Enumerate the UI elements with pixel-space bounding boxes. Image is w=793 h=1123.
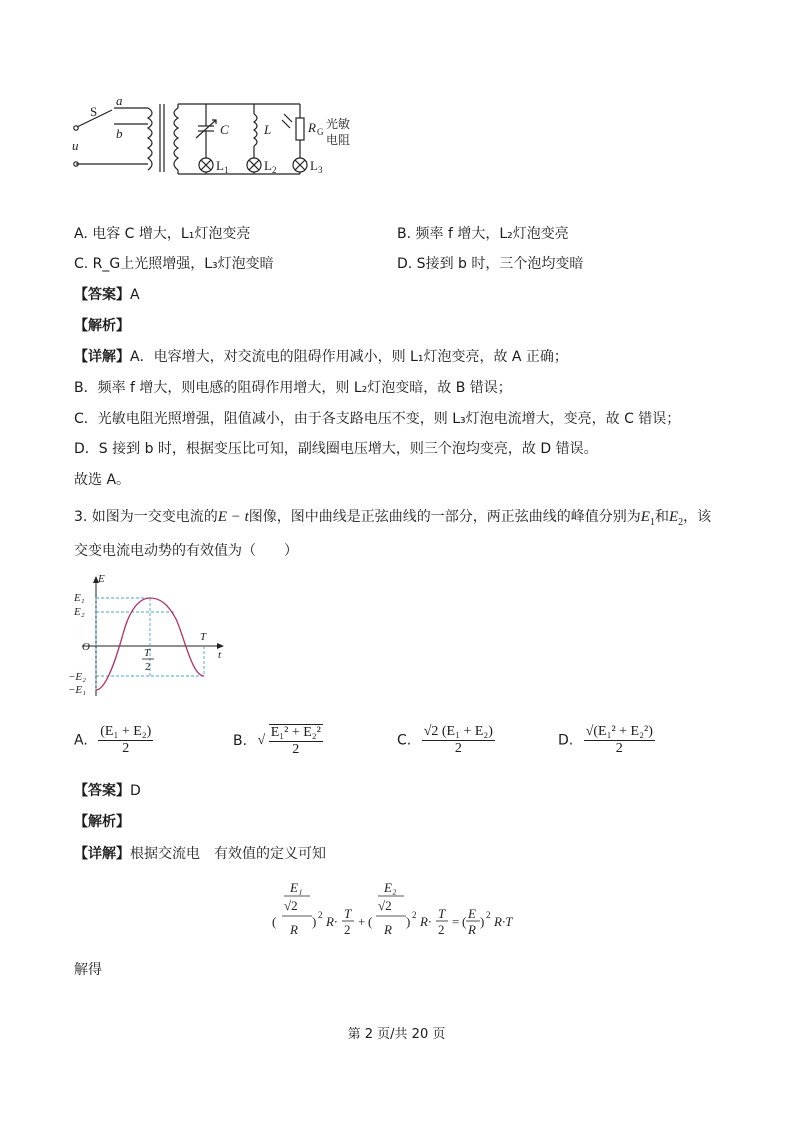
q3-option-b: B. √ $\frac{\text{E₁² + E₂²}}{2}$ xyxy=(233,725,321,757)
eq-t-b: T xyxy=(438,906,446,921)
q2-detail-4: D．S 接到 b 时，根据变压比可知，副线圈电压增大，则三个泡均变亮，故 D 错误。 xyxy=(74,441,598,457)
graph-e2: E₂ xyxy=(74,606,85,618)
eq-e1: E₁ xyxy=(290,880,303,895)
q3-analysis-tag: 【解析】 xyxy=(74,814,130,830)
terminal-b-label: b xyxy=(116,126,123,141)
graph-t-axis: t xyxy=(218,649,222,661)
primary-coil xyxy=(148,108,152,170)
q3-et-graph xyxy=(68,574,238,702)
lamp2-sub: 2 xyxy=(272,165,277,175)
terminal-a-label: a xyxy=(116,93,123,108)
resistor-sub: G xyxy=(317,127,324,137)
eq-mid-a: R· xyxy=(326,914,338,929)
eq-sq-b: 2 xyxy=(412,910,417,920)
lamp2-label: L xyxy=(264,158,272,173)
svg-text:): ) xyxy=(480,914,485,929)
source-label: u xyxy=(72,138,79,153)
q2-analysis-tag: 【解析】 xyxy=(74,318,130,334)
q3-solve: 解得 xyxy=(74,962,102,978)
inductor-coil xyxy=(254,114,257,146)
eq-sqrt2-a: √2 xyxy=(284,898,298,913)
q3-option-c: C. $\frac{\text{√2 (E₁ + E₂)}}{2}$ xyxy=(397,724,493,756)
q3-stem-line2: 交变电流电动势的有效值为（ ） xyxy=(74,543,298,559)
graph-neg-e1: −E₁ xyxy=(68,684,86,696)
resistor-caption-2: 电阻 xyxy=(326,133,351,147)
q2-answer: 【答案】A xyxy=(74,287,140,303)
q2-detail-3: C．光敏电阻光照增强，阻值减小，由于各支路电压不变，则 L₃灯泡电流增大，变亮，故 C 错误； xyxy=(74,411,681,427)
eq-t-a: T xyxy=(344,906,352,921)
inductor-label: L xyxy=(264,122,272,137)
q2-conclusion: 故选 A。 xyxy=(74,472,131,488)
eq-e: E xyxy=(468,906,476,921)
switch-label: S xyxy=(90,104,98,119)
resistor-label: R xyxy=(308,120,316,135)
q2-option-a: A. 电容 C 增大，L₁灯泡变亮 xyxy=(74,226,251,242)
q2-detail-2: B．频率 f 增大，则电感的阻碍作用增大，则 L₂灯泡变暗，故 B 错误； xyxy=(74,380,512,396)
graph-neg-e2: −E₂ xyxy=(68,671,86,683)
eq-2-a: 2 xyxy=(344,922,351,937)
svg-text:(: ( xyxy=(462,914,467,929)
eq-tail: R·T xyxy=(494,914,513,929)
eq-e2: E₂ xyxy=(384,880,397,895)
capacitor-label: C xyxy=(220,122,229,137)
circuit-diagram xyxy=(68,92,368,184)
q3-equation xyxy=(270,876,530,948)
q2-option-d: D. S接到 b 时，三个泡均变暗 xyxy=(397,256,584,272)
graph-e1: E₁ xyxy=(74,592,85,604)
q2-option-c: C. R_G上光照增强，L₃灯泡变暗 xyxy=(74,256,274,272)
graph-origin: O xyxy=(82,641,90,653)
lamp1-sub: 1 xyxy=(224,165,229,175)
eq-2-b: 2 xyxy=(438,922,445,937)
graph-half-den: 2 xyxy=(145,661,151,673)
q3-answer: 【答案】D xyxy=(74,783,141,799)
eq-r-b: R xyxy=(384,922,392,937)
eq-sqrt2-b: √2 xyxy=(378,898,392,913)
svg-text:): ) xyxy=(406,914,411,929)
q3-option-a: A. $\frac{\text{(E₁ + E₂)}}{2}$ xyxy=(74,724,152,756)
lamp1-label: L xyxy=(216,158,224,173)
graph-e-axis: E xyxy=(98,574,105,585)
eq-equals: = xyxy=(452,914,460,929)
q2-detail-1: 【详解】A．电容增大，对交流电的阻碍作用减小，则 L₁灯泡变亮，故 A 正确； xyxy=(74,349,568,365)
eq-plus: + xyxy=(358,914,366,929)
graph-half-num: T xyxy=(144,647,151,659)
svg-text:(: ( xyxy=(272,914,277,929)
lamp3-label: L xyxy=(310,158,318,173)
eq-sq-a: 2 xyxy=(318,910,323,920)
eq-mid-b: R· xyxy=(420,914,432,929)
lamp3-sub: 3 xyxy=(318,165,323,175)
page-number: 第 2 页/共 20 页 xyxy=(347,1027,446,1042)
secondary-coil xyxy=(174,108,178,170)
q3-detail: 【详解】根据交流电 有效值的定义可知 xyxy=(74,846,326,862)
q3-option-d: D. $\frac{\text{√(E₁² + E₂²)}}{2}$ xyxy=(558,724,653,756)
q2-option-b: B. 频率 f 增大，L₂灯泡变亮 xyxy=(397,226,569,242)
svg-text:(: ( xyxy=(368,914,373,929)
eq-r-c: R xyxy=(468,922,476,937)
eq-r-a: R xyxy=(290,922,298,937)
q3-stem-line1: 3. 如图为一交变电流的E − t图像，图中曲线是正弦曲线的一部分，两正弦曲线的峰值分别为$E_1$和$E_2$，该 xyxy=(74,509,712,528)
svg-text:): ) xyxy=(312,914,317,929)
photoresistor xyxy=(296,118,304,140)
graph-period: T xyxy=(200,631,207,643)
eq-sq-c: 2 xyxy=(486,910,491,920)
resistor-caption-1: 光敏 xyxy=(326,117,351,131)
